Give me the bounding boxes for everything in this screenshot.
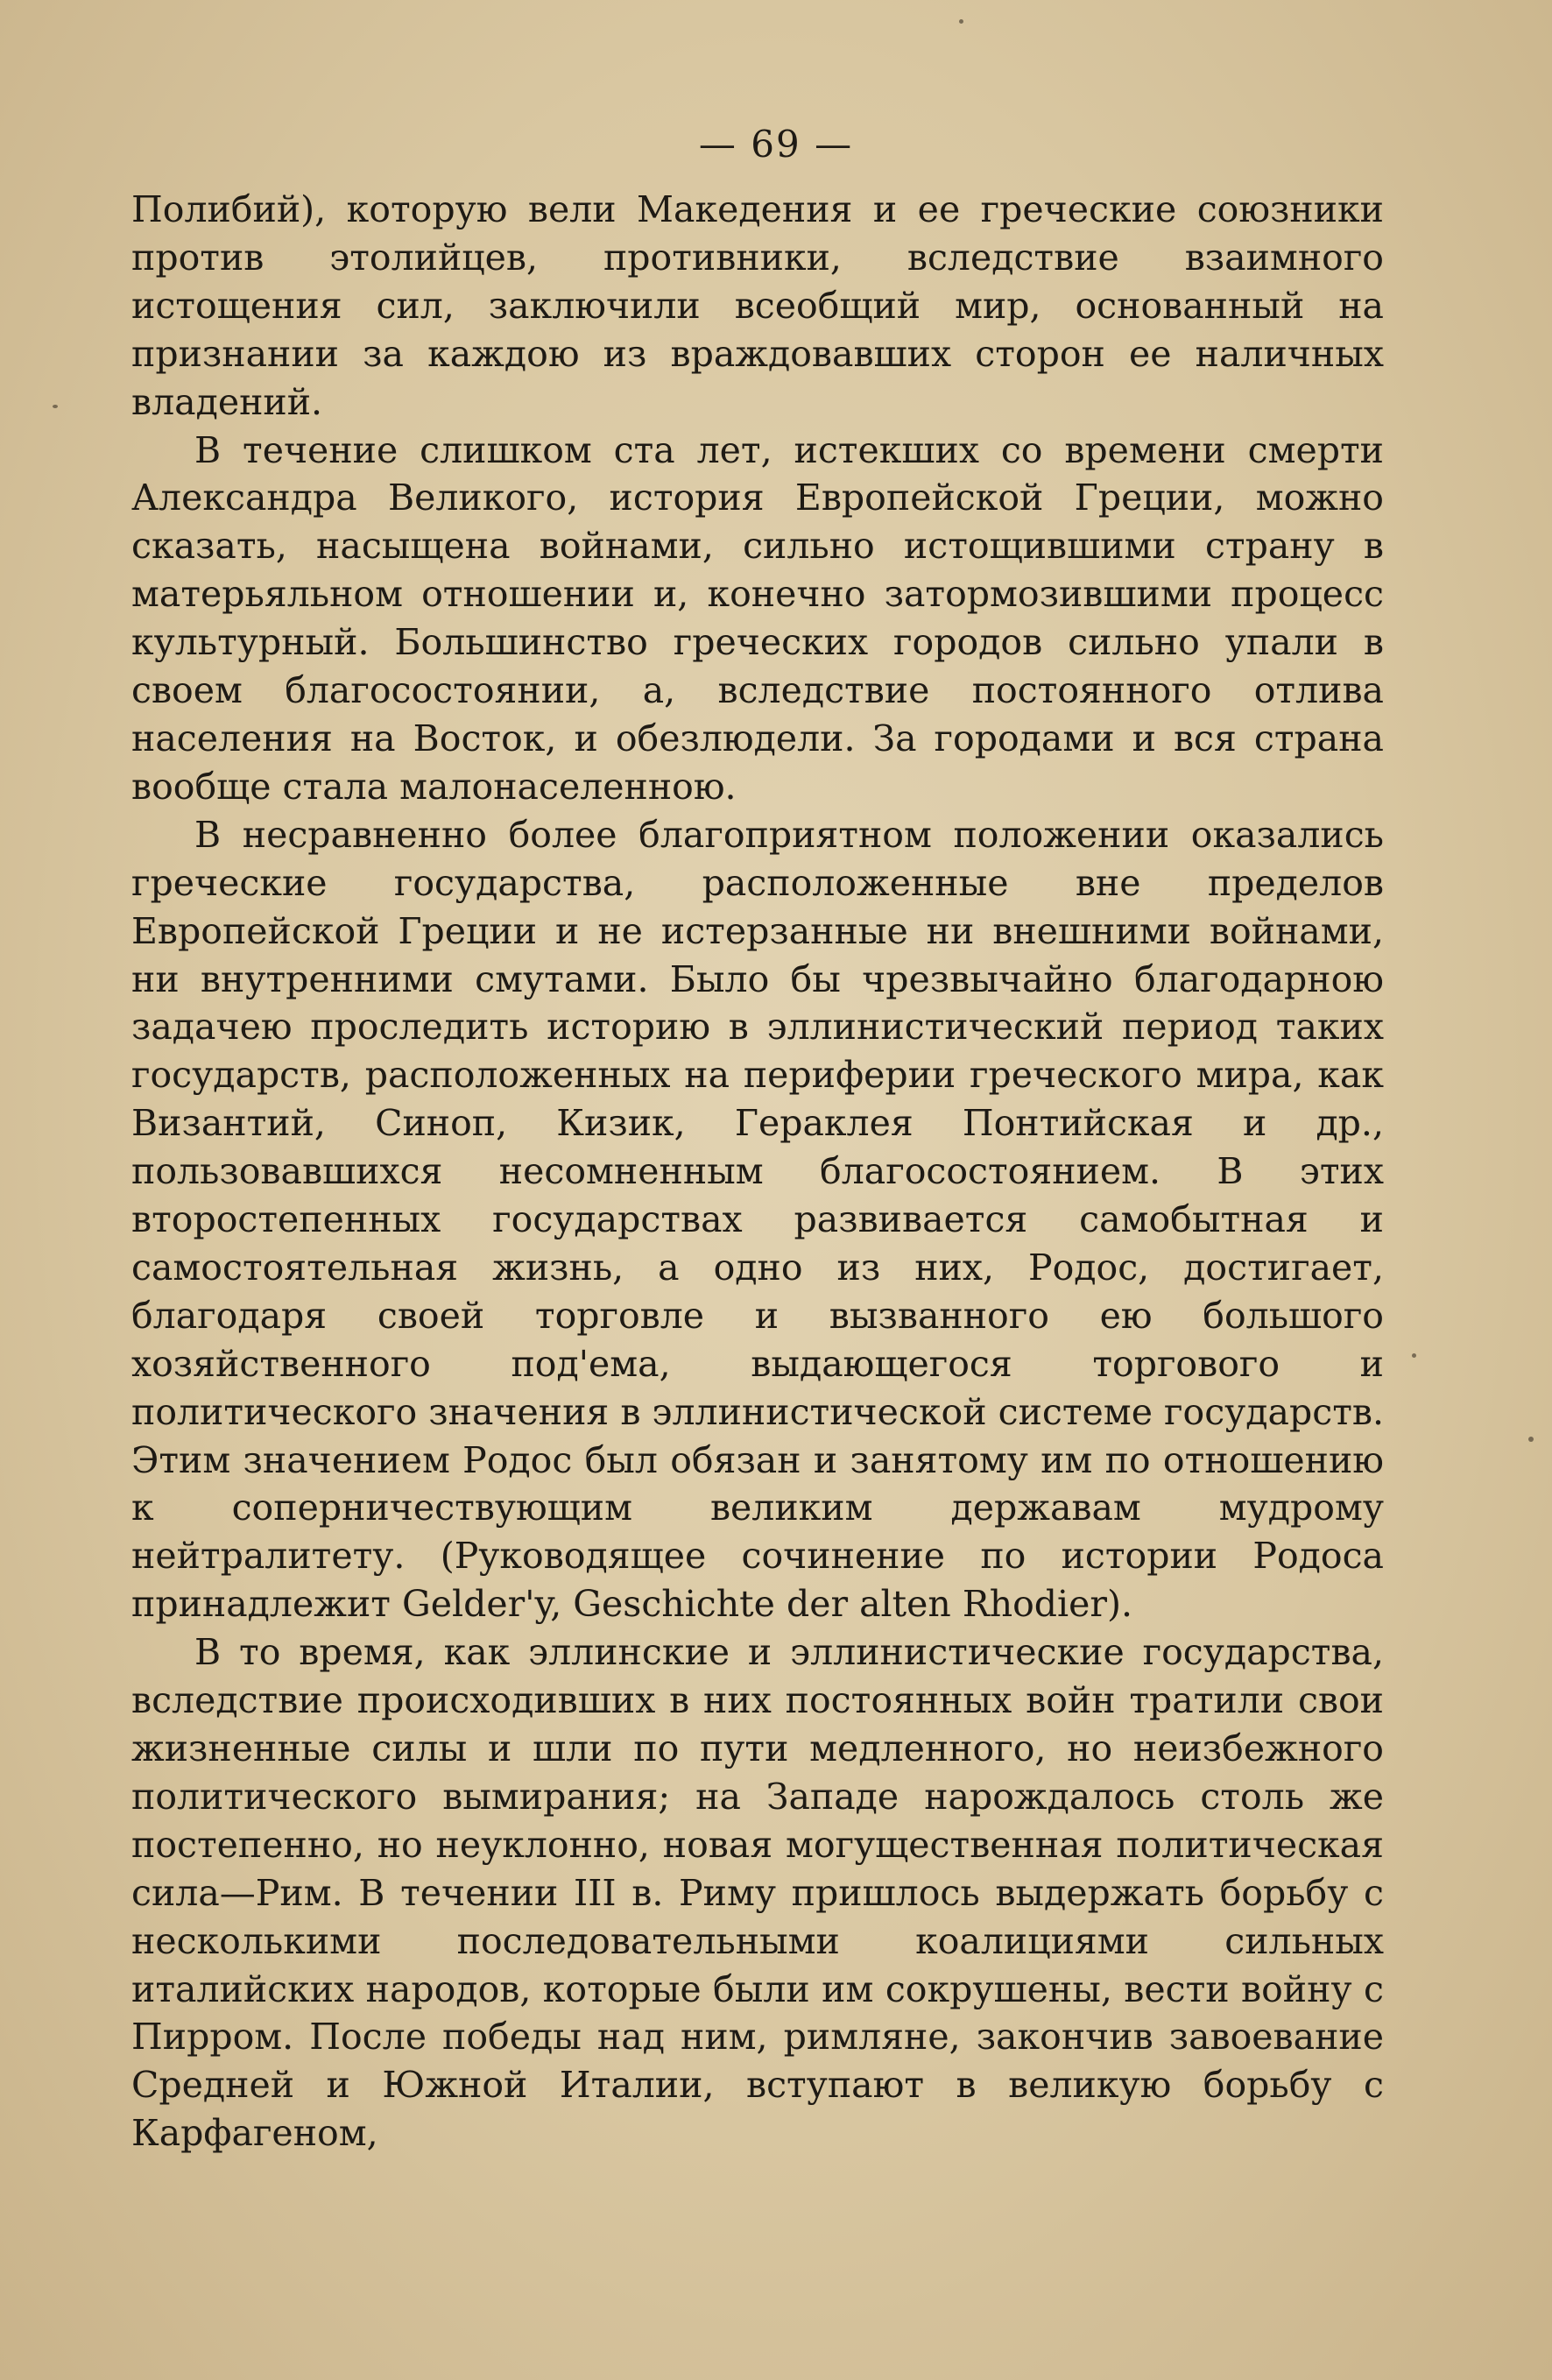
- paper-speck: [1528, 1437, 1534, 1442]
- paper-speck: [959, 19, 963, 24]
- paper-speck: [1412, 1353, 1416, 1358]
- paper-speck: [53, 405, 58, 408]
- paragraph: В то время, как эллинские и эллинистические государства, вследствие происходивших в них постоянных войн тратили свои жизненные силы и шли по пути медленного, но неизбежного политического вымирания; на Западе нарождалось столь же постепенно, но неуклонно, новая могущественная политическая сила—Рим. В течении III в. Риму пришлось выдержать борьбу с несколькими последовательными коалициями сильных италийских народов, которые были им сокрушены, вести войну с Пирром. После победы над ним, римляне, закончив завоевание Средней и Южной Италии, вступают в великую борьбу с Карфагеном,: [131, 1631, 1384, 2155]
- paragraph-continuation: Полибий), которую вели Македения и ее греческие союзники против этолийцев, противники, вследствие взаимного истощения сил, заключили всеобщий мир, основанный на признании за каждою из враждовавших сторон ее наличных владений.: [131, 188, 1384, 423]
- page-number: — 69 —: [698, 123, 854, 166]
- paragraph: В течение слишком ста лет, истекших со времени смерти Александра Великого, история Европейской Греции, можно сказать, насыщена войнами, сильно истощившими страну в матерьяльном отношении и, конечно затормозившими процесс культурный. Большинство греческих городов сильно упали в своем благосостоянии, а, вследствие постоянного отлива населения на Восток, и обезлюдели. За городами и вся страна вообще стала малонаселенною.: [131, 428, 1384, 808]
- paragraph: В несравненно более благоприятном положении оказались греческие государства, расположенные вне пределов Европейской Греции и не истерзанные ни внешними войнами, ни внутренними смутами. Было бы чрезвычайно благодарною задачею проследить историю в эллинистический период таких государств, расположенных на периферии греческого мира, как Византий, Синоп, Кизик, Гераклея Понтийская и др., пользовавшихся несомненным благосостоянием. В этих второстепенных государствах развивается самобытная и самостоятельная жизнь, а одно из них, Родос, достигает, благодаря своей торговле и вызванного ею большого хозяйственного под'ема, выдающегося торгового и политического значения в эллинистической системе государств. Этим значением Родос был обязан и занятому им по отношению к соперничествующим великим державам мудрому нейтралитету. (Руководящее сочинение по истории Родоса принадлежит Gelder'y, Geschichte der alten Rhodier).: [131, 813, 1384, 1626]
- body-text: [131, 186, 1384, 2158]
